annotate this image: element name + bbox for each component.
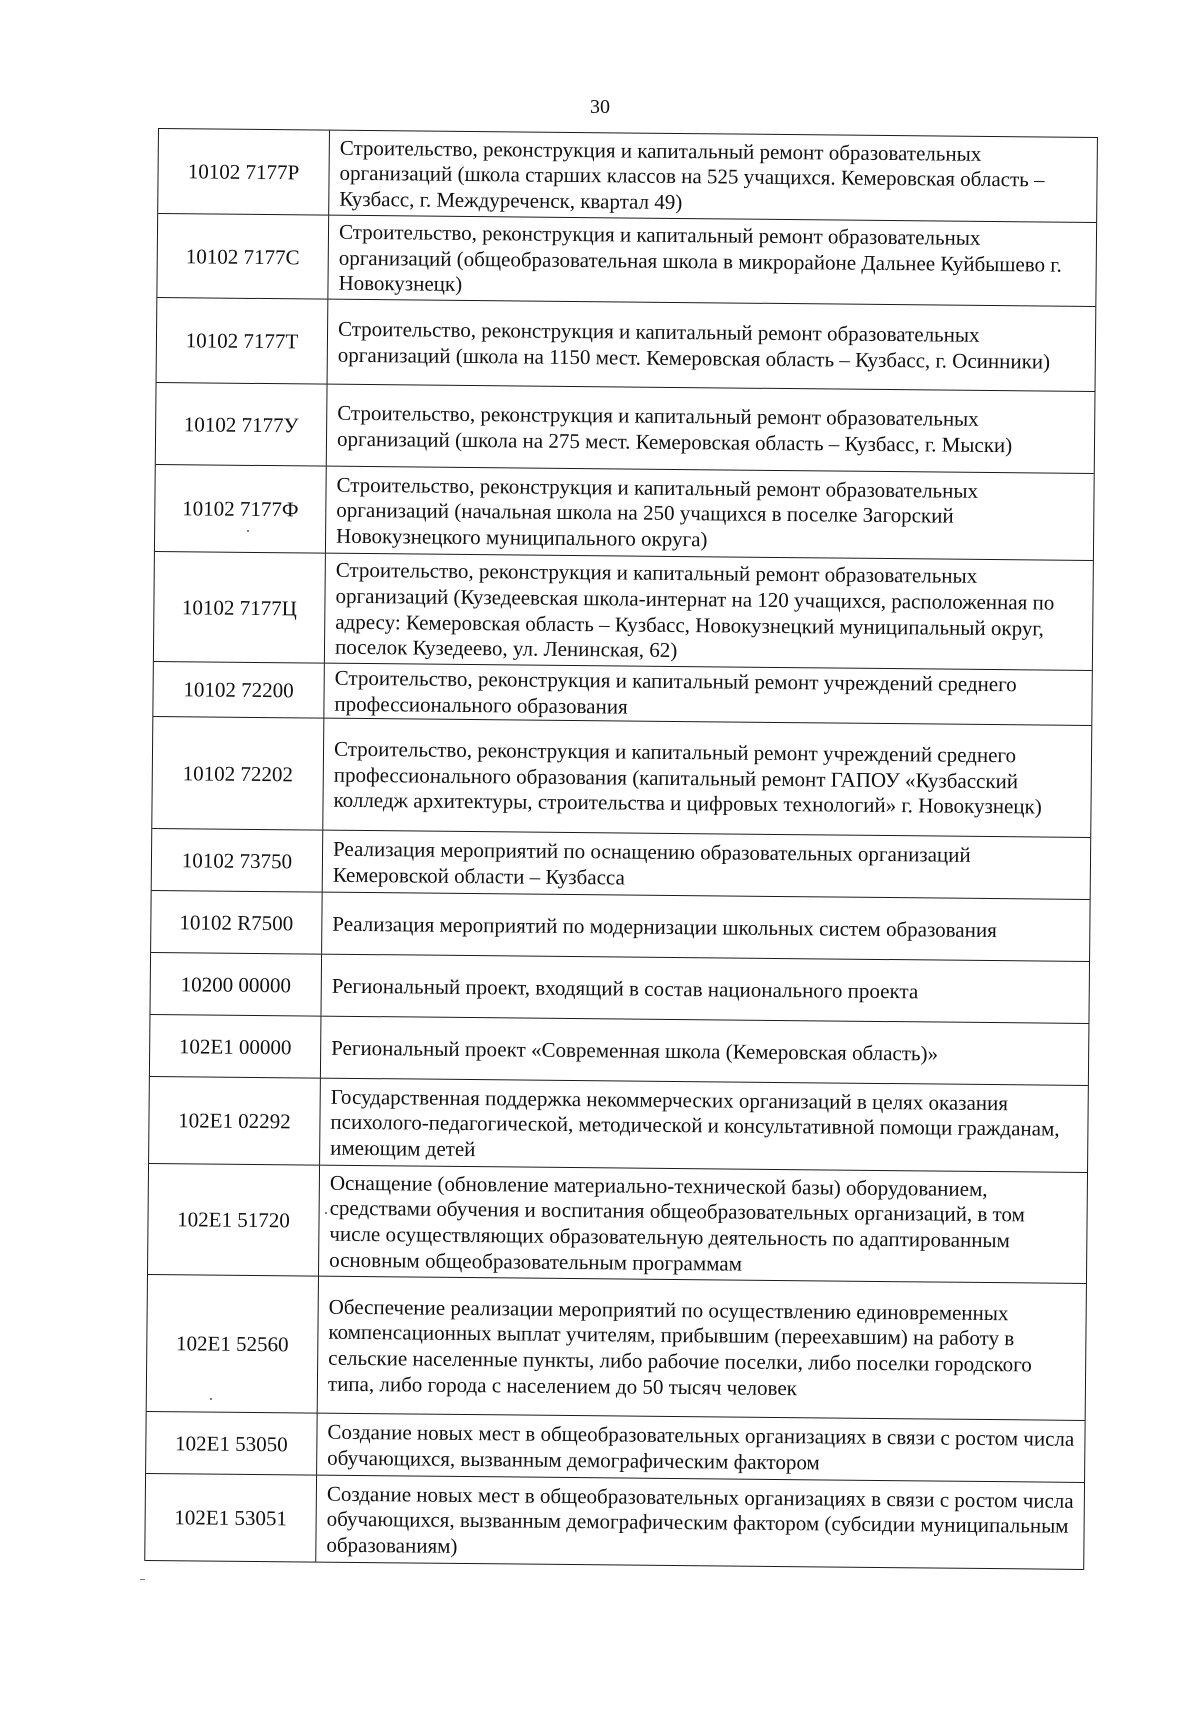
scan-speck [210, 1398, 212, 1400]
row-description: Региональный проект «Современная школа (Кемеровская область)» [331, 1035, 939, 1066]
row-description: Реализация мероприятий по модернизации школьных систем образования [332, 911, 997, 942]
table-row [147, 1275, 1086, 1421]
row-description: Региональный проект, входящий в состав национального проекта [331, 973, 919, 1004]
scan-speck [247, 530, 249, 532]
row-code: 10102 7177Ф [155, 465, 327, 553]
row-description: Создание новых мест в общеобразовательных организациях в связи с ростом числа обучающихся, вызванным демографическим фактором (субсидии муниципальным образованиям) [326, 1481, 1074, 1558]
row-code: 10102 72200 [153, 662, 325, 718]
row-description: Строительство, реконструкция и капитальный ремонт учреждений среднего профессионального образования [334, 666, 1017, 719]
scan-artifact [140, 1579, 145, 1580]
table-row [157, 214, 1096, 307]
row-code: 102Е1 51720 [148, 1164, 320, 1276]
row-description: Реализация мероприятий по оснащению образовательных организаций Кемеровской области – Кузбасса [332, 836, 971, 890]
scan-speck [325, 1212, 327, 1214]
table-row [157, 298, 1096, 392]
row-description: Строительство, реконструкция и капитальный ремонт образовательных организаций (начальная школа на 250 учащихся в поселке Загорский Новокузнецкого муниципального округа) [335, 472, 979, 552]
row-description: Создание новых мест в общеобразовательных организациях в связи с ростом числа обучающихся, вызванным демографическим фактором [327, 1419, 1075, 1474]
table-row [146, 1412, 1085, 1483]
row-code: 10102 73750 [152, 829, 324, 892]
row-description: Строительство, реконструкция и капитальный ремонт образовательных организаций (Кузедеевская школа-интернат на 120 учащихся, расположенная по адресу: Кемеровская область – Кузбасс, Новокузнецкий муниципальный округ, поселок Кузедеево, ул. Ленинская, 62) [334, 558, 1055, 663]
row-description: Оснащение (обновление материально-технической базы) оборудованием, средствами обучения и воспитания общеобразовательных организаций, в том числе осуществляющих образовательную деятельность по адаптированным основным общеобразовательным программам [329, 1170, 1026, 1276]
page-number: 30 [590, 96, 610, 118]
row-code: 10102 R7500 [151, 891, 323, 954]
row-description: Государственная поддержка некоммерческих организаций в целях оказания психолого-педагогической, методической и консультативной помощи гражданам, имеющим детей [330, 1084, 1060, 1161]
table-row [145, 1474, 1084, 1570]
row-code: 10102 7177С [157, 214, 329, 299]
budget-classification-table [144, 128, 1098, 1570]
table-row [150, 1015, 1089, 1086]
row-code: 10102 72202 [152, 717, 324, 830]
table-row [151, 891, 1090, 962]
table-row [155, 465, 1094, 561]
row-code: 10102 7177Р [158, 129, 330, 215]
table-row [150, 953, 1089, 1024]
row-code: 102Е1 52560 [147, 1275, 319, 1413]
row-description: Строительство, реконструкция и капитальный ремонт образовательных организаций (школа старших классов на 525 учащихся. Кемеровская область – Кузбасс, г. Междуреченск, квартал 49) [339, 135, 1045, 214]
table-row [152, 717, 1091, 838]
row-code: 102Е1 00000 [150, 1015, 322, 1078]
row-code: 10102 7177Ц [154, 552, 326, 663]
row-description: Строительство, реконструкция и капитальный ремонт образовательных организаций (школа на 1150 мест. Кемеровская область – Кузбасс, г. Осинники) [337, 317, 1051, 374]
table-row [156, 383, 1095, 474]
row-code: 102Е1 02292 [149, 1077, 321, 1165]
row-code: 10102 7177У [156, 383, 328, 466]
row-code: 102Е1 53050 [146, 1412, 318, 1475]
table-row [158, 129, 1097, 223]
row-code: 10200 00000 [150, 953, 322, 1016]
table-row [154, 552, 1093, 671]
row-code: 10102 7177Т [157, 298, 329, 384]
table-row [148, 1164, 1087, 1284]
row-code: 102Е1 53051 [145, 1474, 317, 1562]
row-description: Строительство, реконструкция и капитальный ремонт образовательных организаций (общеобразовательная школа в микрорайоне Дальнее Куйбышево г. Новокузнецк) [338, 219, 1062, 297]
table-row [153, 662, 1091, 726]
table-row [152, 829, 1091, 900]
row-description: Обеспечение реализации мероприятий по осуществлению единовременных компенсационных выплат учителям, прибывшим (переехавшим) на работу в сельские населенные пункты, либо рабочие поселки, либо поселки городского типа, либо города с населением до 50 тысяч человек [327, 1294, 1032, 1400]
row-description: Строительство, реконструкция и капитальный ремонт учреждений среднего профессионального образования (капитальный ремонт ГАПОУ «Кузбасский колледж архитектуры, строительства и цифровых технологий» г. Новокузнецк) [333, 736, 1042, 819]
table-row [149, 1077, 1088, 1173]
row-description: Строительство, реконструкция и капитальный ремонт образовательных организаций (школа на 275 мест. Кемеровская область – Кузбасс, г. Мыски) [336, 400, 1013, 457]
